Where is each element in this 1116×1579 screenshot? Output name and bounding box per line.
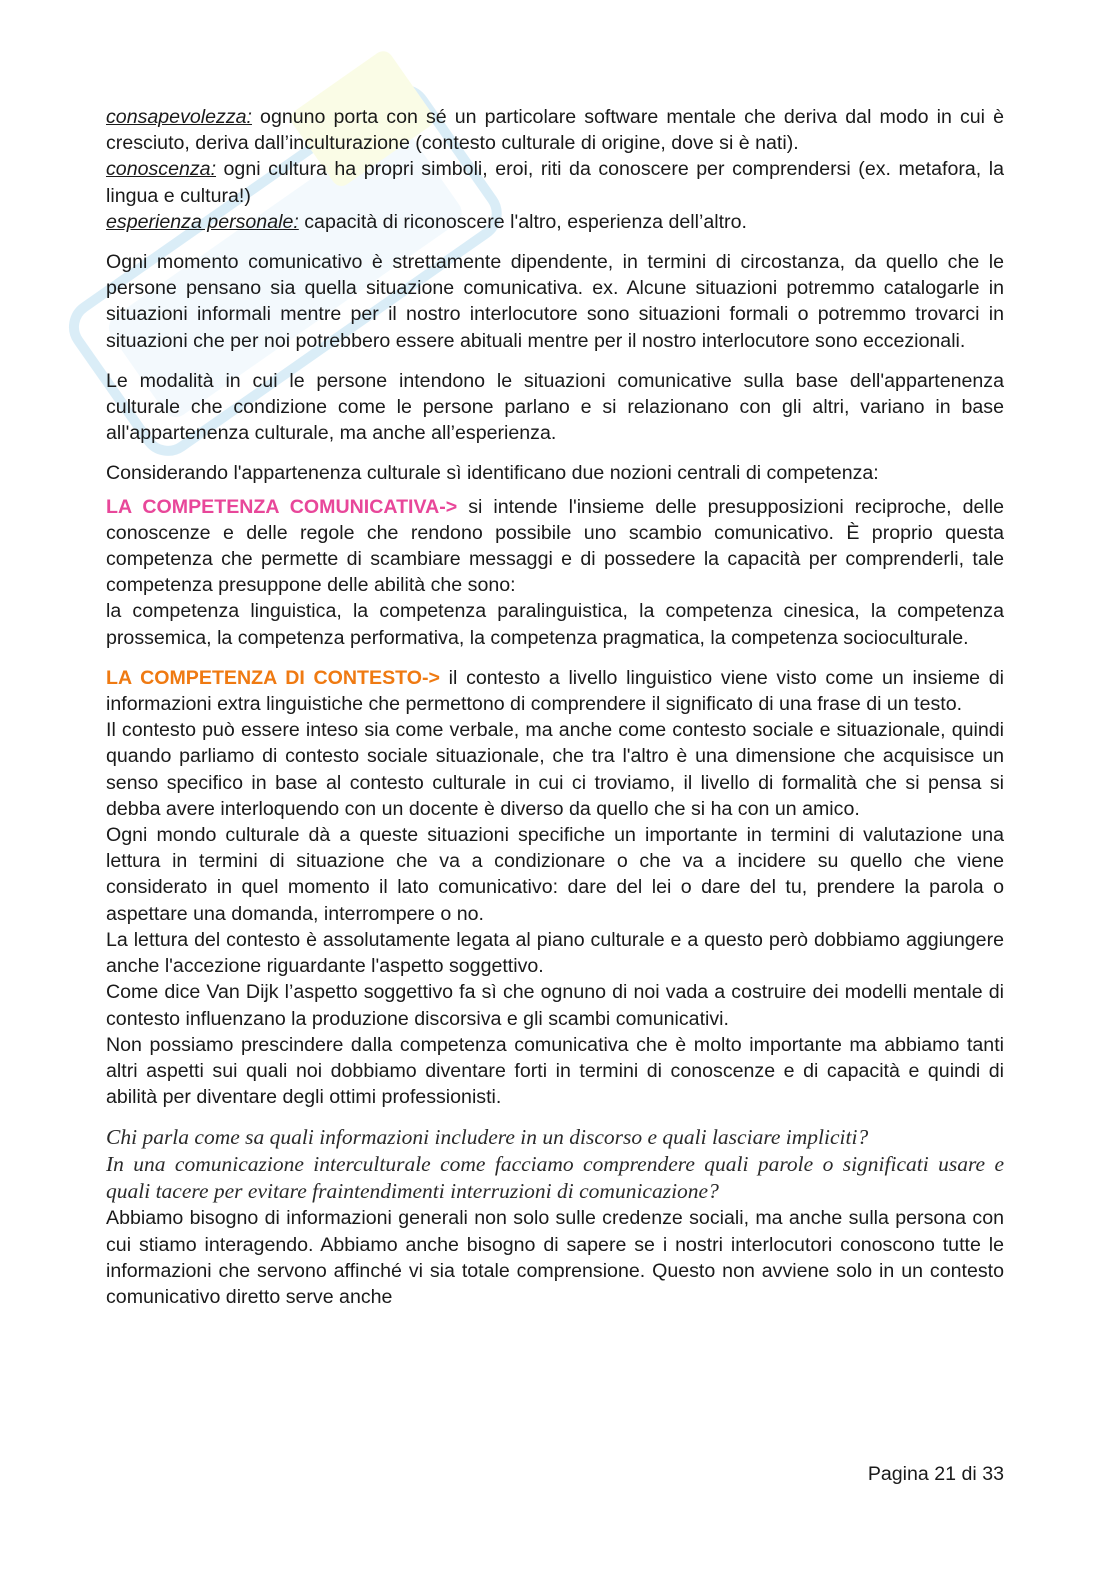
definition-text: capacità di riconoscere l'altro, esperienza dell’altro.: [298, 210, 747, 233]
definition-awareness: [106, 104, 1004, 156]
paragraph: La lettura del contesto è assolutamente legata al piano culturale e a questo però dobbiamo aggiungere anche l'accezione riguardante l'aspetto soggettivo.: [106, 928, 1004, 978]
term-experience: esperienza personale:: [106, 210, 299, 233]
communicative-competence-heading: LA COMPETENZA COMUNICATIVA->: [106, 495, 458, 518]
definition-experience: [106, 209, 1004, 235]
question-quote: Chi parla come sa quali informazioni includere in un discorso e quali lasciare impliciti?: [106, 1125, 869, 1150]
paragraph: Abbiamo bisogno di informazioni generali non solo sulle credenze sociali, ma anche sulla persona con cui stiamo interagendo. Abbiamo anche bisogno di sapere se i nostri interlocutori conoscono tutte le informazioni che servono affinché vi sia totale comprensione. Questo non avviene solo in un contesto comunicativo diretto serve anche: [106, 1207, 1004, 1308]
page-number: Pagina 21 di 33: [867, 1463, 1004, 1485]
definition-knowledge: [106, 156, 1004, 208]
term-awareness: consapevolezza:: [106, 106, 252, 128]
definition-text: ogni cultura ha propri simboli, eroi, riti da conoscere per comprendersi (ex. metafora, la lingua e cultura!): [106, 158, 1004, 207]
definition-text: ognuno porta con sé un particolare software mentale che deriva dal modo in cui è cresciuto, deriva dall’inculturazione (contesto culturale di origine, dove si è nati).: [106, 106, 1004, 155]
paragraph: Il contesto può essere inteso sia come verbale, ma anche come contesto sociale e situazionale, quindi quando parliamo di contesto sociale situazionale, che tra l'altro è una dimensione che acquisisce un senso specifico in base al contesto culturale in cui ci troviamo, il livello di formalità che si pensa si debba avere interloquendo con un docente è diverso da quello che si ha con un amico.: [106, 719, 1004, 820]
paragraph: Le modalità in cui le persone intendono le situazioni comunicative sulla base dell'appartenenza culturale che condizione come le persone parlano e si relazionano con gli altri, variano in base all'appartenenza culturale, ma anche all’esperienza.: [106, 369, 1004, 445]
paragraph: Come dice Van Dijk l’aspetto soggettivo fa sì che ognuno di noi vada a costruire dei modelli mentale di contesto influenzano la produzione discorsiva e gli scambi comunicativi.: [106, 981, 1004, 1030]
paragraph: Ogni momento comunicativo è strettamente dipendente, in termini di circostanza, da quello che le persone pensano sia quella situazione comunicativa. ex. Alcune situazioni potremmo catalogarle in situazioni informali mentre per il nostro interlocutore sono situazioni formali o potremmo trovarci in situazioni che per noi potrebbero essere abituali mentre per il nostro interlocutore sono eccezionali.: [106, 251, 1004, 352]
context-competence-heading: LA COMPETENZA DI CONTESTO->: [106, 666, 440, 689]
term-knowledge: conoscenza:: [106, 158, 217, 181]
question-quote: In una comunicazione interculturale come facciamo comprendere quali parole o significati usare e quali tacere per evitare fraintendimenti interruzioni di comunicazione?: [106, 1152, 1004, 1204]
paragraph-text: si intende l'insieme delle presupposizioni reciproche, delle conoscenze e delle regole che rendono possibile uno scambio comunicativo. È proprio questa competenza che permette di scambiare messaggi e di possedere la capacità per comprenderli, tale competenza presuppone delle abilità che sono:: [106, 495, 1004, 597]
communicative-competence: [106, 494, 1004, 599]
context-competence: [106, 665, 1004, 717]
paragraph: Considerando l'appartenenza culturale sì identificano due nozioni centrali di competenza:: [106, 462, 879, 485]
competence-list: la competenza linguistica, la competenza paralinguistica, la competenza cinesica, la competenza prossemica, la competenza performativa, la competenza pragmatica, la competenza socioculturale.: [106, 600, 1004, 649]
page-body: [106, 104, 1004, 1310]
paragraph: Ogni mondo culturale dà a queste situazioni specifiche un importante in termini di valutazione una lettura in termini di situazione che va a condizionare o che va a incidere su quello che viene considerato in quel momento il lato comunicativo: dare del lei o dare del tu, prendere la parola o aspettare una domanda, interrompere o no.: [106, 824, 1004, 925]
paragraph: Non possiamo prescindere dalla competenza comunicativa che è molto importante ma abbiamo tanti altri aspetti sui quali noi dobbiamo diventare forti in termini di conoscenze e di capacità e quindi di abilità per diventare degli ottimi professionisti.: [106, 1033, 1004, 1109]
paragraph-text: il contesto a livello linguistico viene visto come un insieme di informazioni extra linguistiche che permettono di comprendere il significato di una frase di un testo.: [106, 666, 1004, 716]
